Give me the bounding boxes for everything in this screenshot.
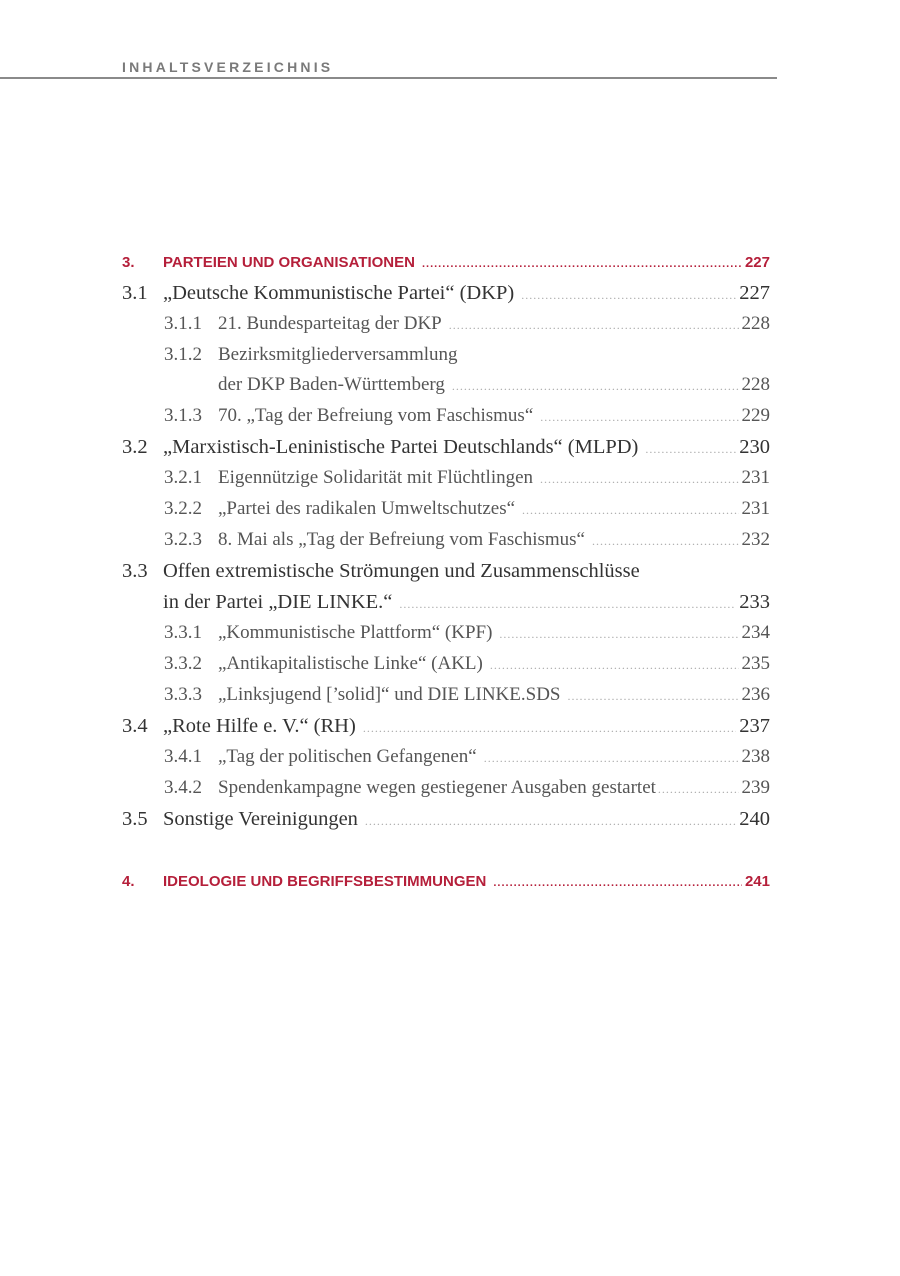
toc-page-number: 231 bbox=[741, 498, 770, 519]
toc-entry-3-2-2[interactable] bbox=[164, 496, 770, 522]
toc-page-number: 235 bbox=[741, 653, 770, 674]
page-header-title: INHALTSVERZEICHNIS bbox=[122, 59, 334, 75]
toc-page-number: 228 bbox=[741, 374, 770, 395]
toc-title: „Partei des radikalen Umweltschutzes“ bbox=[218, 498, 516, 519]
toc-entry-3-4[interactable] bbox=[122, 713, 770, 739]
toc-title-continuation: in der Partei „DIE LINKE.“ bbox=[163, 591, 393, 613]
toc-title: „Linksjugend [’solid]“ und DIE LINKE.SDS bbox=[218, 684, 561, 705]
toc-entry-3-1[interactable] bbox=[122, 280, 770, 306]
toc-number: 3.2.1 bbox=[164, 467, 202, 488]
toc-entry-3-3-3[interactable] bbox=[164, 682, 770, 708]
toc-page-number: 231 bbox=[741, 467, 770, 488]
toc-section-4[interactable] bbox=[122, 869, 770, 895]
dot-leader bbox=[592, 528, 739, 554]
toc-entry-3-2-3[interactable] bbox=[164, 527, 770, 553]
toc-number: 3.4 bbox=[122, 715, 148, 737]
header-divider bbox=[0, 77, 777, 79]
toc-number: 3.1 bbox=[122, 282, 148, 304]
toc-entry-3-4-1[interactable] bbox=[164, 744, 770, 770]
dot-leader bbox=[499, 621, 738, 647]
toc-entry-3-1-3[interactable] bbox=[164, 403, 770, 429]
toc-page-number: 238 bbox=[741, 746, 770, 767]
toc-title: Sonstige Vereinigungen bbox=[163, 808, 358, 830]
toc-number: 3.1.3 bbox=[164, 405, 202, 426]
toc-entry-3-2-1[interactable] bbox=[164, 465, 770, 491]
toc-page-number: 239 bbox=[741, 777, 770, 798]
toc-title: Spendenkampagne wegen gestiegener Ausgaben gestartet bbox=[218, 777, 656, 798]
toc-title: PARTEIEN UND ORGANISATIONEN bbox=[163, 254, 415, 271]
dot-leader bbox=[363, 715, 736, 741]
toc-page-number: 236 bbox=[741, 684, 770, 705]
toc-page-number: 234 bbox=[741, 622, 770, 643]
toc-entry-3-1-2-line2[interactable] bbox=[218, 372, 770, 398]
dot-leader bbox=[522, 497, 738, 523]
toc-number: 3.2.3 bbox=[164, 529, 202, 550]
toc-number: 4. bbox=[122, 873, 135, 890]
toc-entry-3-1-1[interactable] bbox=[164, 311, 770, 337]
toc-entry-3-2[interactable] bbox=[122, 434, 770, 460]
dot-leader bbox=[540, 466, 738, 492]
toc-number: 3.3.1 bbox=[164, 622, 202, 643]
dot-leader bbox=[452, 373, 739, 399]
dot-leader bbox=[422, 251, 742, 277]
toc-entry-3-3-line1[interactable] bbox=[122, 558, 770, 584]
toc-title: 21. Bundesparteitag der DKP bbox=[218, 313, 442, 334]
toc-page-number: 232 bbox=[741, 529, 770, 550]
dot-leader bbox=[540, 404, 738, 430]
toc-title: „Kommunistische Plattform“ (KPF) bbox=[218, 622, 493, 643]
dot-leader bbox=[521, 282, 736, 308]
toc-number: 3.4.2 bbox=[164, 777, 202, 798]
toc-entry-3-1-2-line1[interactable] bbox=[164, 342, 770, 368]
toc-number: 3.3 bbox=[122, 560, 148, 582]
toc-number: 3.1.2 bbox=[164, 344, 202, 365]
toc-title: IDEOLOGIE UND BEGRIFFSBESTIMMUNGEN bbox=[163, 873, 487, 890]
toc-title-continuation: der DKP Baden-Württemberg bbox=[218, 374, 445, 395]
toc-number: 3.1.1 bbox=[164, 313, 202, 334]
toc-number: 3.2 bbox=[122, 436, 148, 458]
toc-page-number: 233 bbox=[739, 591, 770, 613]
toc-page-number: 237 bbox=[739, 715, 770, 737]
toc-entry-3-4-2[interactable] bbox=[164, 775, 770, 801]
toc-number: 3.3.2 bbox=[164, 653, 202, 674]
toc-page-number: 241 bbox=[744, 873, 770, 890]
toc-page-number: 227 bbox=[739, 282, 770, 304]
toc-page-number: 240 bbox=[739, 808, 770, 830]
dot-leader bbox=[567, 683, 738, 709]
dot-leader bbox=[449, 312, 739, 338]
toc-page-number: 227 bbox=[744, 254, 770, 271]
toc-number: 3.2.2 bbox=[164, 498, 202, 519]
dot-leader bbox=[645, 436, 736, 462]
toc-entry-3-5[interactable] bbox=[122, 806, 770, 832]
dot-leader bbox=[493, 870, 742, 896]
toc-number: 3.3.3 bbox=[164, 684, 202, 705]
toc-title: Bezirksmitgliederversammlung bbox=[218, 344, 458, 365]
toc-title: „Antikapitalistische Linke“ (AKL) bbox=[218, 653, 483, 674]
dot-leader bbox=[365, 808, 736, 834]
toc-title: „Marxistisch-Leninistische Partei Deutschlands“ (MLPD) bbox=[163, 436, 639, 458]
dot-leader bbox=[399, 591, 736, 617]
toc-number: 3.5 bbox=[122, 808, 148, 830]
toc-title: 70. „Tag der Befreiung vom Faschismus“ bbox=[218, 405, 534, 426]
dot-leader bbox=[490, 652, 739, 678]
toc-entry-3-3-1[interactable] bbox=[164, 620, 770, 646]
toc-title: Eigennützige Solidarität mit Flüchtlingen bbox=[218, 467, 534, 488]
dot-leader bbox=[658, 776, 739, 802]
toc-page-number: 229 bbox=[741, 405, 770, 426]
toc-entry-3-3-2[interactable] bbox=[164, 651, 770, 677]
toc-title: „Rote Hilfe e. V.“ (RH) bbox=[163, 715, 356, 737]
toc-title: „Deutsche Kommunistische Partei“ (DKP) bbox=[163, 282, 515, 304]
toc-section-3[interactable] bbox=[122, 250, 770, 276]
toc-title: „Tag der politischen Gefangenen“ bbox=[218, 746, 477, 767]
toc-number: 3. bbox=[122, 254, 135, 271]
toc-title: 8. Mai als „Tag der Befreiung vom Faschismus“ bbox=[218, 529, 585, 550]
toc-title: Offen extremistische Strömungen und Zusammenschlüsse bbox=[163, 560, 640, 582]
toc-number: 3.4.1 bbox=[164, 746, 202, 767]
toc-page-number: 228 bbox=[741, 313, 770, 334]
dot-leader bbox=[484, 745, 739, 771]
toc-entry-3-3-line2[interactable] bbox=[163, 589, 770, 615]
toc-page-number: 230 bbox=[739, 436, 770, 458]
